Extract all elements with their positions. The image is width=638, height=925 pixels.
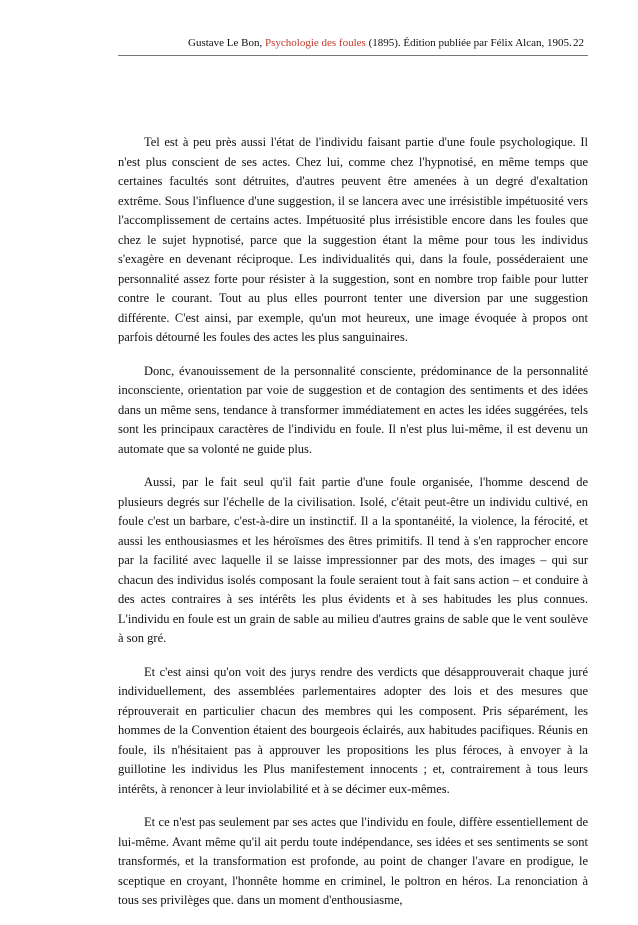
paragraph: Et c'est ainsi qu'on voit des jurys rendre des verdicts que désapprouverait chaque juré individuellement, des assemblées parlementaires adopter des lois et des mesures que réprouverait en particulier chacun des membres qui les composent. Pris séparément, les hommes de la Convention étaient des bourgeois éclairés, aux habitudes pacifiques. Réunis en foule, ils n'hésitaient pas à approuver les propositions les plus féroces, à envoyer à la guillotine les individus les Plus manifestement innocents ; et, contrairement à tous leurs intérêts, à renoncer à leur inviolabilité et à se décimer eux-mêmes. xyxy=(118,664,588,796)
running-header xyxy=(118,33,588,56)
page-number: 22 xyxy=(573,37,584,49)
paragraph: Tel est à peu près aussi l'état de l'individu faisant partie d'une foule psychologique. Il n'est plus conscient de ses actes. Chez lui, comme chez l'hypnotisé, en même temps que certaines facultés sont détruites, d'autres peuvent être amenées à un degré d'exaltation extrême. Sous l'influence d'une suggestion, il se lancera avec une irrésistible impétuosité vers l'accomplissement de certains actes. Impétuosité plus irrésistible encore dans les foules que chez le sujet hypnotisé, parce que la suggestion étant la même pour tous les individus s'exagère en devenant réciproque. Les individualités qui, dans la foule, posséderaient une personnalité assez forte pour résister à la suggestion, sont en nombre trop faible pour lutter contre le courant. Tout au plus elles pourront tenter une diversion par une suggestion différente. C'est ainsi, par exemple, qu'un mot heureux, une image évoquée à propos ont parfois détourné les foules des actes les plus sanguinaires. xyxy=(118,135,588,344)
body-text xyxy=(118,133,588,925)
paragraph: Et ce n'est pas seulement par ses actes que l'individu en foule, diffère essentiellement de lui-même. Avant même qu'il ait perdu toute indépendance, ses idées et ses sentiments se sont transformés, et la transformation est profonde, au point de changer l'avare en prodigue, le sceptique en croyant, l'honnête homme en criminel, le poltron en héros. La renonciation à tous ses privilèges que. dans un moment d'enthousiasme, xyxy=(118,815,588,907)
header-edition: (1895). Édition publiée par Félix Alcan, 1905. xyxy=(365,37,572,49)
header-author: Gustave Le Bon, xyxy=(188,37,265,49)
header-citation xyxy=(188,35,572,51)
paragraph: Donc, évanouissement de la personnalité consciente, prédominance de la personnalité inconsciente, orientation par voie de suggestion et de contagion des sentiments et des idées dans un même sens, tendance à transformer immédiatement en actes les idées suggérées, tels sont les principaux caractères de l'individu en foule. Il n'est plus lui-même, il est devenu un automate que sa volonté ne guide plus. xyxy=(118,363,588,456)
header-title-link[interactable]: Psychologie des foules xyxy=(264,37,366,49)
paragraph: Aussi, par le fait seul qu'il fait partie d'une foule organisée, l'homme descend de plusieurs degrés sur l'échelle de la civilisation. Isolé, c'était peut-être un individu cultivé, en foule c'est un barbare, c'est-à-dire un instinctif. Il a la spontanéité, la violence, la férocité, et aussi les enthousiasmes et les héroïsmes des êtres primitifs. Il tend à s'en rapprocher encore par la facilité avec laquelle il se laisse impressionner par des mots, des images – qui sur chacun des individus isolés composant la foule seraient tout à fait sans action – et conduire à des actes contraires à ses intérêts les plus évidents et à ses habitudes les plus connues. L'individu en foule est un grain de sable au milieu d'autres grains de sable que le vent soulève à son gré. xyxy=(118,475,588,645)
